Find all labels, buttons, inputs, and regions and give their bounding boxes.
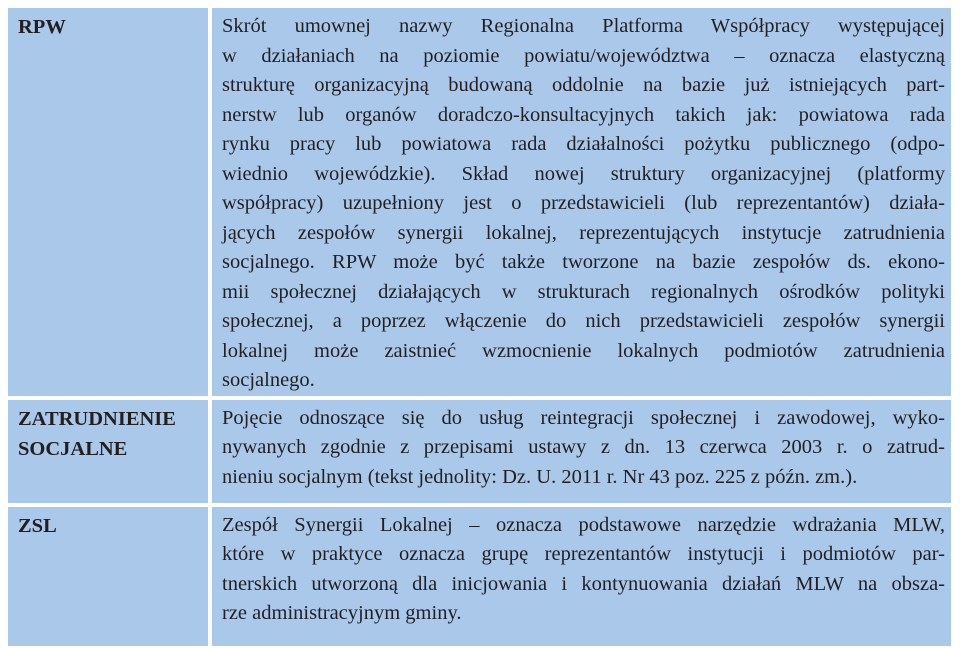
definition-cell xyxy=(210,505,953,648)
definition-line: mii społecznej działających w strukturach regionalnych ośrodków polityki xyxy=(222,280,945,303)
glossary-row-rpw xyxy=(6,6,953,398)
term-text: RPW xyxy=(18,16,66,38)
definition-line: jących zespołów synergii lokalnej, reprezentujących instytucje zatrudnienia xyxy=(222,221,945,244)
definition-line: socjalnego. xyxy=(222,369,315,391)
definition-line: które w praktyce oznacza grupę reprezentantów instytucji i podmiotów par- xyxy=(222,543,945,565)
definition-line: socjalnego. RPW może być także tworzone na bazie zespołów ds. ekono- xyxy=(222,251,945,273)
definition-line: rynku pracy lub powiatowa rada działalności pożytku publicznego (odpo- xyxy=(222,133,945,155)
definition-line: lokalnej może zaistnieć wzmocnienie lokalnych podmiotów zatrudnienia xyxy=(222,339,945,362)
definition-line: społecznej, a poprzez włączenie do nich przedstawicieli zespołów synergii xyxy=(222,310,945,332)
definition-line: tnerskich utworzoną dla inicjowania i kontynuowania działań MLW na obsza- xyxy=(222,572,945,595)
definition-line: nerstw lub organów doradczo-konsultacyjnych takich jak: powiatowa rada xyxy=(222,103,945,126)
glossary-row-zatrudnienie-socjalne xyxy=(6,398,953,505)
definition-cell xyxy=(210,398,953,505)
definition-line: w działaniach na poziomie powiatu/województwa – oznacza elastyczną xyxy=(222,44,945,67)
glossary-table xyxy=(6,6,953,648)
term-text: ZATRUDNIENIE xyxy=(18,407,176,430)
definition-line: nywanych zgodnie z przepisami ustawy z dn. 13 czerwca 2003 r. o zatrud- xyxy=(222,436,945,458)
glossary-row-zsl xyxy=(6,505,953,648)
definition-line: Skrót umownej nazwy Regionalna Platforma Współpracy występującej xyxy=(222,15,945,37)
definition-line: Zespół Synergii Lokalnej – oznacza podstawowe narzędzie wdrażania MLW, xyxy=(222,513,945,536)
definition-line: Pojęcie odnoszące się do usług reintegracji społecznej i zawodowej, wyko- xyxy=(222,406,945,429)
definition-line: wiednio wojewódzkie). Skład nowej struktury organizacyjnej (platformy xyxy=(222,162,945,185)
definition-cell xyxy=(210,6,953,398)
definition-line: rze administracyjnym gminy. xyxy=(222,602,462,624)
definition-line: nieniu socjalnym (tekst jednolity: Dz. U. 2011 r. Nr 43 poz. 225 z późn. zm.). xyxy=(222,465,858,488)
definition-line: współpracy) uzupełniony jest o przedstawicieli (lub reprezentantów) działa- xyxy=(222,192,945,214)
term-cell xyxy=(6,505,210,648)
term-text: SOCJALNE xyxy=(18,437,128,460)
term-cell xyxy=(6,6,210,398)
definition-line: strukturę organizacyjną budowaną oddolnie na bazie już istniejących part- xyxy=(222,74,945,96)
term-cell xyxy=(6,398,210,505)
term-text: ZSL xyxy=(18,514,57,537)
